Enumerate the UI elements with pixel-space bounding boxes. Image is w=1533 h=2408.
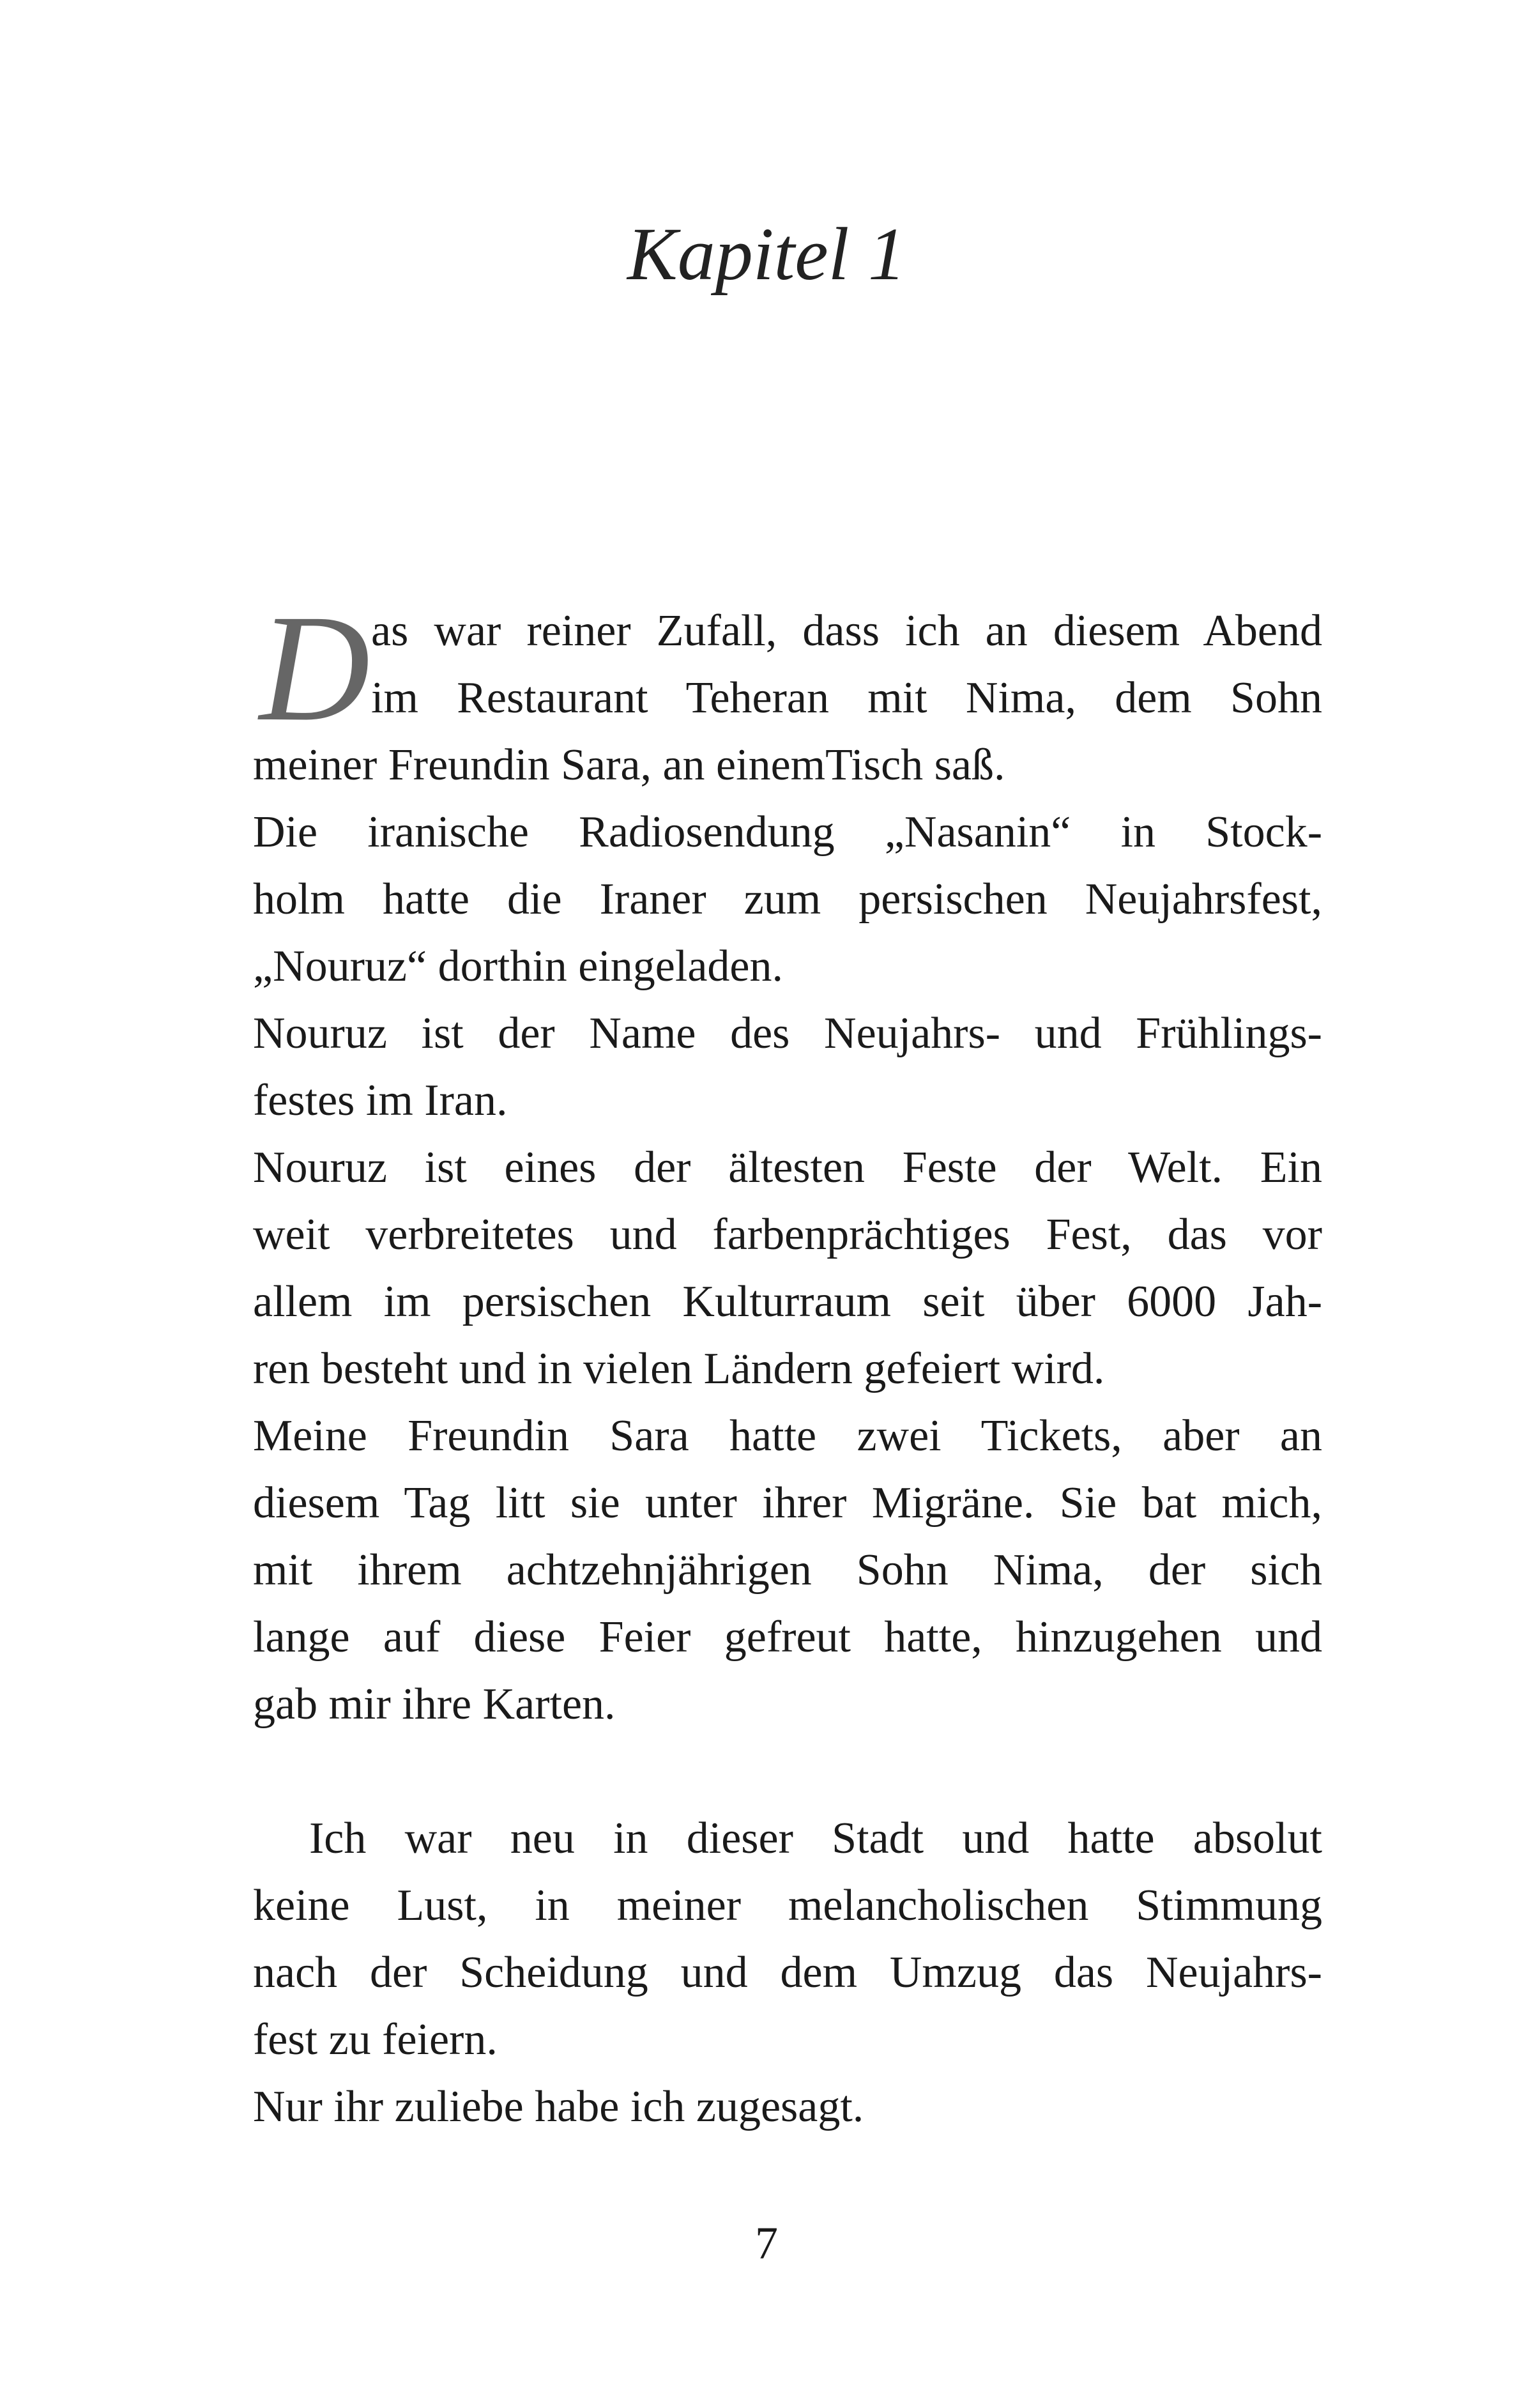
text-line: meiner Freundin Sara, an einemTisch saß.	[253, 740, 1005, 790]
text-line: festes im Iran.	[253, 1076, 508, 1125]
paragraph-2	[253, 1805, 1322, 2140]
text-line: Nouruz ist der Name des Neujahrs- und Frühlings-	[253, 1009, 1322, 1058]
text-line: Nouruz ist eines der ältesten Feste der Welt. Ein	[253, 1143, 1322, 1192]
text-line: Die iranische Radiosendung „Nasanin“ in Stock-	[253, 808, 1322, 857]
paragraph-gap	[253, 1738, 1322, 1805]
text-line: allem im persischen Kulturraum seit über 6000 Jah-	[253, 1277, 1322, 1326]
paragraph-lines	[253, 583, 1322, 1738]
text-line: im Restaurant Teheran mit Nima, dem Sohn	[371, 673, 1322, 723]
chapter-title: Kapitel 1	[627, 212, 906, 296]
chapter-body	[253, 583, 1322, 2140]
text-line: Nur ihr zuliebe habe ich zugesagt.	[253, 2082, 864, 2131]
text-line: nach der Scheidung und dem Umzug das Neujahrs-	[253, 1948, 1322, 1997]
text-line: holm hatte die Iraner zum persischen Neujahrsfest,	[253, 875, 1322, 924]
text-line: mit ihrem achtzehnjährigen Sohn Nima, der sich	[253, 1545, 1322, 1595]
text-line: as war reiner Zufall, dass ich an diesem Abend	[371, 606, 1322, 656]
text-line: ren besteht und in vielen Ländern gefeiert wird.	[253, 1344, 1105, 1393]
text-line: diesem Tag litt sie unter ihrer Migräne. Sie bat mich,	[253, 1478, 1322, 1528]
text-line: Ich war neu in dieser Stadt und hatte absolut	[309, 1814, 1322, 1863]
text-line: fest zu feiern.	[253, 2015, 498, 2064]
text-line: gab mir ihre Karten.	[253, 1680, 616, 1729]
text-line: „Nouruz“ dorthin eingeladen.	[253, 942, 783, 991]
page-number: 7	[755, 2218, 778, 2269]
text-line: keine Lust, in meiner melancholischen Stimmung	[253, 1881, 1322, 1930]
drop-cap: D	[259, 583, 370, 753]
text-line: weit verbreitetes und farbenprächtiges Fest, das vor	[253, 1210, 1322, 1259]
text-line: Meine Freundin Sara hatte zwei Tickets, aber an	[253, 1411, 1322, 1461]
paragraph-1	[253, 583, 1322, 1738]
text-line: lange auf diese Feier gefreut hatte, hinzugehen und	[253, 1613, 1322, 1662]
